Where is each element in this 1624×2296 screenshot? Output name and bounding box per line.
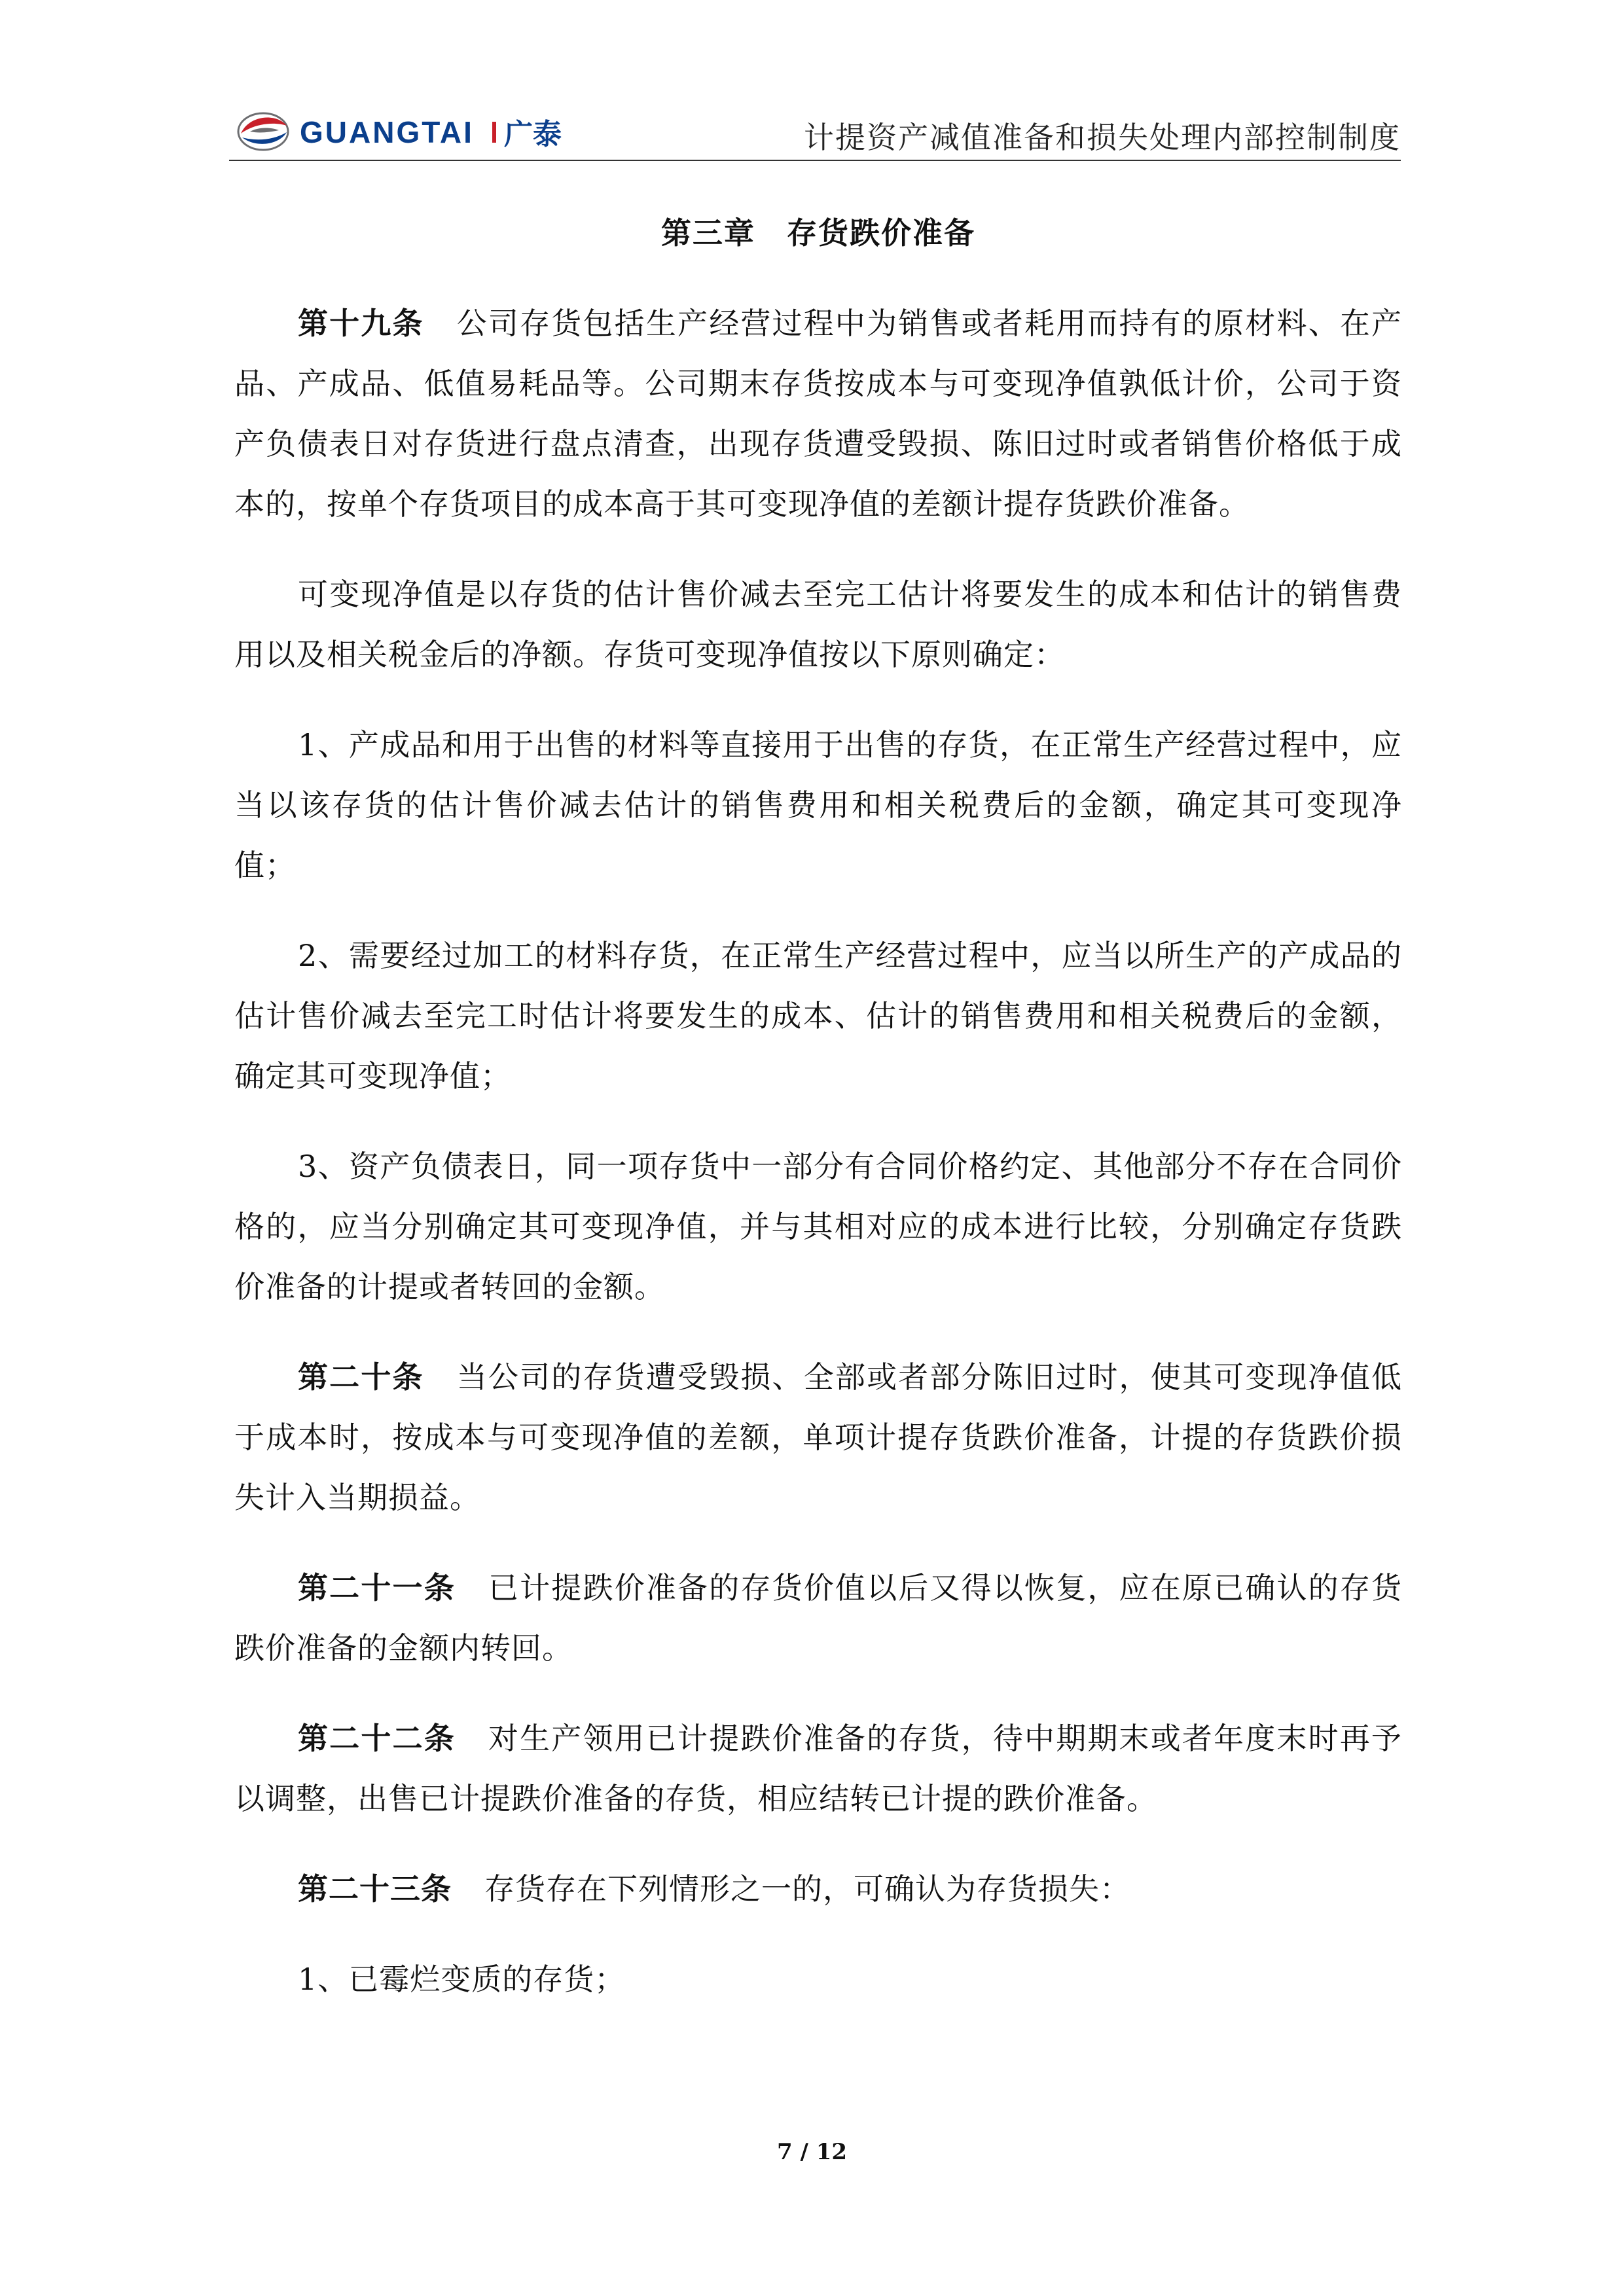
paragraph-text: 1、产成品和用于出售的材料等直接用于出售的存货，在正常生产经营过程中，应当以该存货的估计售价减去估计的销售费用和相关税费后的金额，确定其可变现净值；: [234, 727, 1402, 883]
article-number: 第十九条: [298, 306, 424, 341]
paragraph: [234, 1949, 1402, 2009]
svg-text:广泰: 广泰: [504, 118, 562, 151]
paragraph-text: 2、需要经过加工的材料存货，在正常生产经营过程中，应当以所生产的产成品的估计售价减去至完工时估计将要发生的成本、估计的销售费用和相关税费后的金额，确定其可变现净值；: [234, 938, 1402, 1094]
paragraph: [234, 715, 1402, 895]
paragraph-text: 已计提跌价准备的存货价值以后又得以恢复，应在原已确认的存货跌价准备的金额内转回。: [234, 1570, 1403, 1666]
guangtai-logo-graphic: [236, 109, 622, 154]
paragraph: [234, 1558, 1402, 1678]
document-header-title: 计提资产减值准备和损失处理内部控制制度: [804, 120, 1401, 155]
article-number: 第二十条: [298, 1359, 424, 1395]
paragraph: [234, 1347, 1402, 1528]
paragraph-text: 对生产领用已计提跌价准备的存货，待中期期末或者年度末时再予以调整，出售已计提跌价准备的存货，相应结转已计提的跌价准备。: [234, 1721, 1403, 1816]
paragraph-text: 1、已霉烂变质的存货；: [298, 1962, 626, 1997]
paragraph-text: 可变现净值是以存货的估计售价减去至完工估计将要发生的成本和估计的销售费用以及相关税金后的净额。存货可变现净值按以下原则确定：: [234, 577, 1402, 672]
paragraph-text: 公司存货包括生产经营过程中为销售或者耗用而持有的原材料、在产品、产成品、低值易耗品等。公司期末存货按成本与可变现净值孰低计价，公司于资产负债表日对存货进行盘点清查，出现存货遭受毁损、陈旧过时或者销售价格低于成本的，按单个存货项目的成本高于其可变现净值的差额计提存货跌价准备。: [234, 306, 1403, 522]
paragraph: [234, 1136, 1402, 1317]
paragraph-text: 存货存在下列情形之一的，可确认为存货损失：: [484, 1871, 1130, 1907]
paragraph-text: 当公司的存货遭受毁损、全部或者部分陈旧过时，使其可变现净值低于成本时，按成本与可变现净值的差额，单项计提存货跌价准备，计提的存货跌价损失计入当期损益。: [234, 1359, 1403, 1515]
svg-text:GUANGTAI: GUANGTAI: [300, 115, 474, 149]
document-body: [234, 196, 1402, 2039]
article-number: 第二十三条: [298, 1871, 452, 1907]
paragraph: [234, 1859, 1402, 1919]
paragraph: [234, 925, 1402, 1106]
company-logo: [236, 109, 622, 154]
paragraph-text: 3、资产负债表日，同一项存货中一部分有合同价格约定、其他部分不存在合同价格的，应当分别确定其可变现净值，并与其相对应的成本进行比较，分别确定存货跌价准备的计提或者转回的金额。: [234, 1149, 1402, 1304]
article-number: 第二十二条: [298, 1721, 456, 1756]
page-header: [229, 105, 1401, 157]
paragraph: [234, 293, 1402, 534]
page-number: 7 / 12: [776, 2139, 848, 2165]
header-divider: [229, 160, 1401, 161]
paragraph: [234, 564, 1402, 685]
paragraph: [234, 1708, 1402, 1829]
chapter-title: 第三章 存货跌价准备: [661, 215, 975, 251]
article-number: 第二十一条: [298, 1570, 456, 1605]
